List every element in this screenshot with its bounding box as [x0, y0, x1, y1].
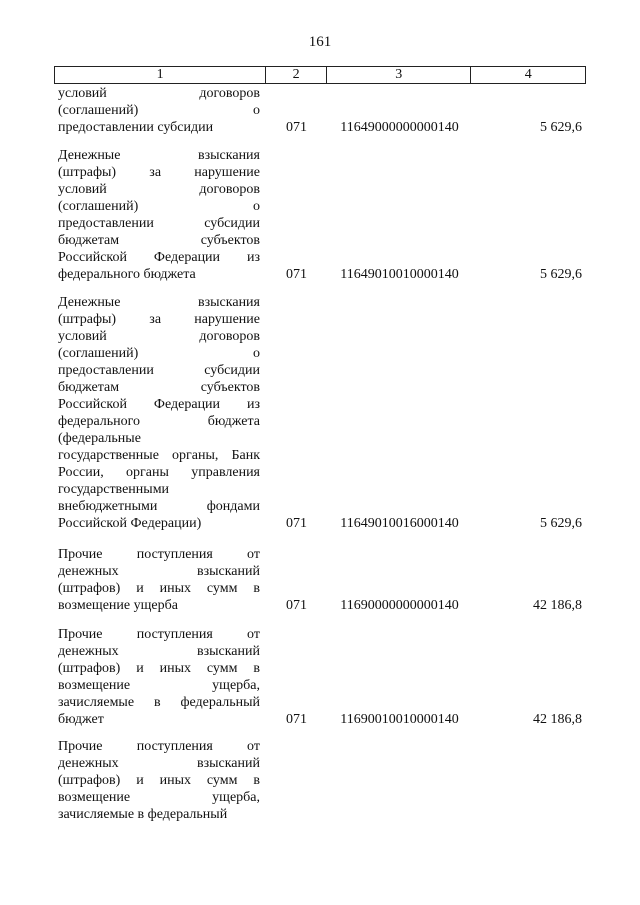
description-line: условий договоров [58, 329, 260, 344]
description-line: (штрафов) и иных сумм в [58, 581, 260, 596]
description-line: денежных взысканий [58, 564, 260, 579]
description-line: (соглашений) о [58, 346, 260, 361]
header-col-4: 4 [524, 67, 532, 82]
description-line: бюджетам субъектов [58, 380, 260, 395]
table-header-row [54, 66, 586, 84]
row-admin-code: 071 [286, 712, 307, 727]
header-col-2: 2 [266, 67, 327, 83]
row-admin-code: 071 [286, 516, 307, 531]
description-line: Российской Федерации) [58, 516, 202, 531]
description-line: бюджет [58, 712, 104, 727]
description-line: возмещение ущерба, [58, 790, 260, 805]
row-budget-code: 11649010010000140 [340, 267, 459, 282]
description-line: Прочие поступления от [58, 739, 260, 754]
description-line: (соглашений) о [58, 103, 260, 118]
description-line: внебюджетными фондами [58, 499, 260, 514]
description-line: государственными [58, 482, 170, 497]
row-description [58, 85, 260, 136]
description-line: денежных взысканий [58, 644, 260, 659]
row-amount: 42 186,8 [533, 712, 582, 727]
row-description [58, 738, 260, 823]
row-budget-code: 11690010010000140 [340, 712, 459, 727]
description-line: бюджетам субъектов [58, 233, 260, 248]
description-line: Российской Федерации из [58, 397, 260, 412]
header-col-1: 1 [55, 67, 266, 83]
description-line: Денежные взыскания [58, 295, 260, 310]
row-budget-code: 11690000000000140 [340, 598, 459, 613]
row-amount: 5 629,6 [540, 120, 582, 135]
row-admin-code: 071 [286, 598, 307, 613]
description-line: Прочие поступления от [58, 627, 260, 642]
description-line: государственные органы, Банк [58, 448, 260, 463]
description-line: федерального бюджета [58, 414, 260, 429]
description-line: Денежные взыскания [58, 148, 260, 163]
description-line: Прочие поступления от [58, 547, 260, 562]
row-amount: 5 629,6 [540, 516, 582, 531]
description-line: денежных взысканий [58, 756, 260, 771]
row-budget-code: 11649010016000140 [340, 516, 459, 531]
description-line: возмещение ущерба, [58, 678, 260, 693]
description-line: (штрафов) и иных сумм в [58, 773, 260, 788]
row-admin-code: 071 [286, 267, 307, 282]
description-line: федерального бюджета [58, 267, 196, 282]
description-line: условий договоров [58, 182, 260, 197]
description-line: (штрафы) за нарушение [58, 165, 260, 180]
page-number: 161 [308, 34, 332, 50]
header-col-3: 3 [327, 67, 471, 83]
description-line: Российской Федерации из [58, 250, 260, 265]
description-line: зачисляемые в федеральный [58, 695, 260, 710]
description-line: возмещение ущерба [58, 598, 178, 613]
description-line: предоставлении субсидии [58, 363, 260, 378]
row-description [58, 626, 260, 728]
description-line: (штрафы) за нарушение [58, 312, 260, 327]
description-line: (штрафов) и иных сумм в [58, 661, 260, 676]
description-line: предоставлении субсидии [58, 120, 214, 135]
description-line: условий договоров [58, 86, 260, 101]
description-line: зачисляемые в федеральный [58, 807, 228, 822]
description-line: предоставлении субсидии [58, 216, 260, 231]
row-admin-code: 071 [286, 120, 307, 135]
description-line: России, органы управления [58, 465, 260, 480]
row-description [58, 294, 260, 532]
description-line: (федеральные [58, 431, 141, 446]
row-amount: 5 629,6 [540, 267, 582, 282]
row-description [58, 546, 260, 614]
row-budget-code: 11649000000000140 [340, 120, 459, 135]
description-line: (соглашений) о [58, 199, 260, 214]
row-description [58, 147, 260, 283]
row-amount: 42 186,8 [533, 598, 582, 613]
